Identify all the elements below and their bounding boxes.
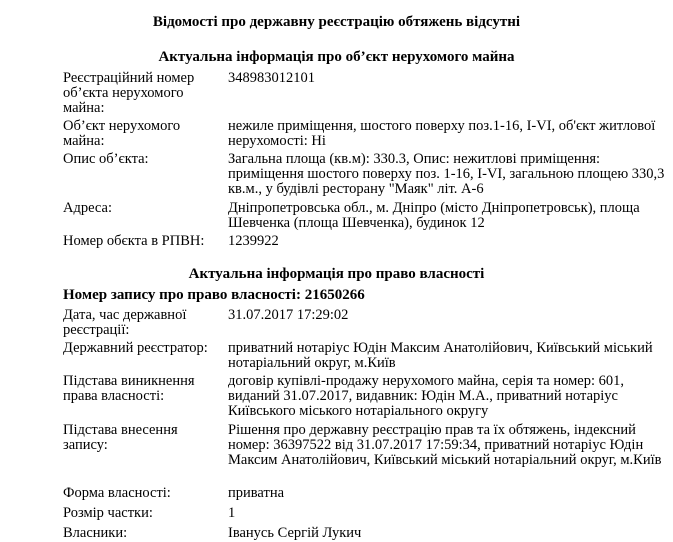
field-value: 1 [228, 505, 236, 521]
field-label: Підстава внесення запису: [63, 422, 178, 453]
field-value: Загальна площа (кв.м): 330.3, Опис: нежитлові приміщення: приміщення шостого поверху поз. 1-16, I-VI, загальною площею 330,3 кв.м., у будівлі ресторану "Маяк" літ. А-6 [228, 151, 665, 197]
field-label: Державний реєстратор: [63, 340, 208, 356]
ownership-section-heading: Актуальна інформація про право власності [188, 266, 485, 282]
field-label: Розмір частки: [63, 505, 153, 521]
field-label: Опис об’єкта: [63, 151, 149, 167]
field-value: приватний нотаріус Юдін Максим Анатолійович, Київський міський нотаріальний округ, м.Київ [228, 340, 653, 371]
field-label: Власники: [63, 525, 128, 541]
field-value: Іванусь Сергій Лукич [228, 525, 362, 541]
field-value: договір купівлі-продажу нерухомого майна, серія та номер: 601, виданий 31.07.2017, видавник: Юдін М.А., приватний нотаріус Київського міського нотаріального округу [228, 373, 624, 419]
field-label: Номер обєкта в РПВН: [63, 233, 205, 249]
field-value: 31.07.2017 17:29:02 [228, 307, 349, 323]
field-value: Дніпропетровська обл., м. Дніпро (місто Дніпропетровськ), площа Шевченка (площа Шевченка), будинок 12 [228, 200, 640, 231]
ownership-record-number: Номер запису про право власності: 21650266 [63, 287, 365, 303]
object-section-heading: Актуальна інформація про об’єкт нерухомого майна [158, 49, 515, 65]
field-label: Дата, час державної реєстрації: [63, 307, 187, 338]
encumbrances-heading: Відомості про державну реєстрацію обтяжень відсутні [152, 14, 521, 30]
field-value: приватна [228, 485, 285, 501]
field-label: Об’єкт нерухомого майна: [63, 118, 181, 149]
field-value: нежиле приміщення, шостого поверху поз.1-16, I-VI, об'єкт житлової нерухомості: Ні [228, 118, 656, 149]
field-value: 348983012101 [228, 70, 315, 86]
field-label: Адреса: [63, 200, 112, 216]
field-label: Підстава виникнення права власності: [63, 373, 195, 404]
field-value: 1239922 [228, 233, 279, 249]
field-label: Реєстраційний номер об’єкта нерухомого майна: [63, 70, 195, 116]
field-label: Форма власності: [63, 485, 171, 501]
field-value: Рішення про державну реєстрацію прав та їх обтяжень, індексний номер: 36397522 від 31.07.2017 17:59:34, приватний нотаріус Юдін Максим Анатолійович, Київський міський нотаріальний округ, м.Київ [228, 422, 662, 468]
